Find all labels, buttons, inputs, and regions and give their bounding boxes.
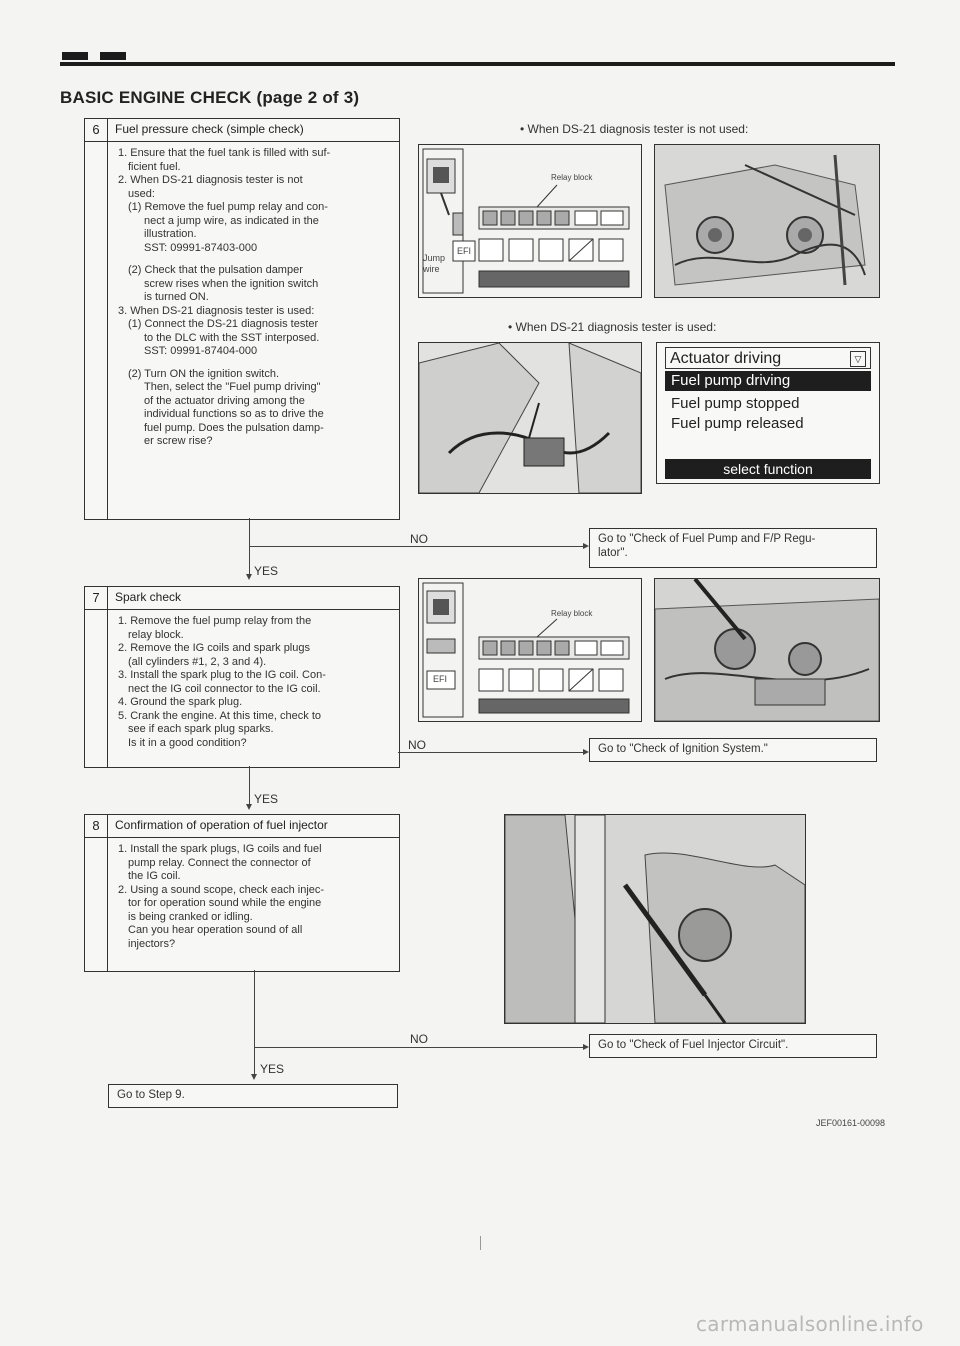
fold-mark bbox=[480, 1236, 481, 1250]
step-line: to the DLC with the SST interposed. bbox=[144, 331, 320, 344]
flow-line bbox=[254, 1047, 584, 1048]
step-line: screw rises when the ignition switch bbox=[144, 277, 319, 290]
menu-item[interactable]: Fuel pump released bbox=[671, 415, 804, 432]
no-label: NO bbox=[410, 1032, 428, 1046]
step-line: nect a jump wire, as indicated in the bbox=[144, 214, 319, 227]
site-watermark[interactable]: carmanualsonline.info bbox=[696, 1312, 924, 1336]
step-line: nect the IG coil connector to the IG coil. bbox=[128, 682, 321, 695]
relay-block-label: Relay block bbox=[551, 609, 593, 618]
flow-arrow bbox=[251, 1074, 257, 1080]
engine-photo bbox=[654, 578, 880, 722]
goto-text: Go to "Check of Fuel Injector Circuit". bbox=[598, 1039, 789, 1051]
step-line: (1) Connect the DS-21 diagnosis tester bbox=[128, 318, 319, 330]
step-line: of the actuator driving among the bbox=[144, 394, 305, 407]
no-label: NO bbox=[408, 738, 426, 752]
dlc-drawing bbox=[419, 343, 641, 493]
select-function-bar[interactable]: select function bbox=[665, 459, 871, 479]
figure-code: JEF00161-00098 bbox=[816, 1118, 886, 1128]
step-8-box bbox=[84, 814, 400, 972]
menu-title-bar bbox=[665, 347, 871, 369]
step-line: (2) Check that the pulsation damper bbox=[128, 264, 303, 276]
flow-arrow bbox=[246, 804, 252, 810]
figure-note: • When DS-21 diagnosis tester is not used: bbox=[520, 122, 749, 136]
jump-wire-label: wire bbox=[423, 264, 440, 274]
flow-line bbox=[249, 546, 584, 547]
step-line: 2. When DS-21 diagnosis tester is not bbox=[118, 174, 303, 186]
engine-drawing bbox=[655, 579, 879, 721]
goto-box bbox=[589, 528, 877, 568]
goto-text: lator". bbox=[598, 547, 628, 559]
step-line: relay block. bbox=[128, 628, 184, 641]
step-header bbox=[85, 587, 399, 610]
step-line: 1. Install the spark plugs, IG coils and fuel bbox=[118, 843, 322, 855]
step-body bbox=[107, 141, 399, 519]
step-line: Can you hear operation sound of all bbox=[128, 924, 303, 936]
header-mark bbox=[100, 52, 126, 60]
flow-line bbox=[254, 970, 255, 1076]
goto-step-9-box bbox=[108, 1084, 398, 1108]
menu-title: Actuator driving bbox=[670, 350, 782, 367]
menu-item-selected[interactable]: Fuel pump driving bbox=[665, 371, 871, 391]
dropdown-icon[interactable]: ▽ bbox=[850, 351, 866, 367]
step-header bbox=[85, 119, 399, 142]
step-title: Confirmation of operation of fuel injector bbox=[115, 818, 328, 832]
step-line: fuel pump. Does the pulsation damp- bbox=[144, 421, 324, 434]
relay-block-figure bbox=[418, 144, 642, 298]
step-line: SST: 09991-87403-000 bbox=[144, 241, 258, 254]
step-body bbox=[107, 609, 399, 767]
step-line: (2) Turn ON the ignition switch. bbox=[128, 367, 280, 380]
engine-drawing bbox=[655, 145, 879, 297]
step-line: used: bbox=[128, 187, 155, 200]
yes-label: YES bbox=[260, 1062, 285, 1076]
step-line: 5. Crank the engine. At this time, check to bbox=[118, 709, 321, 722]
step-line: injectors? bbox=[128, 937, 176, 950]
yes-label: YES bbox=[254, 792, 279, 806]
goto-text: Go to Step 9. bbox=[117, 1089, 185, 1101]
efi-label: EFI bbox=[457, 246, 472, 256]
step-6-box bbox=[84, 118, 400, 520]
step-7-box bbox=[84, 586, 400, 768]
step-line: individual functions so as to drive the bbox=[144, 408, 324, 420]
step-line: SST: 09991-87404-000 bbox=[144, 345, 258, 357]
no-label: NO bbox=[410, 532, 428, 546]
step-line: 2. Remove the IG coils and spark plugs bbox=[118, 642, 310, 654]
step-line: is turned ON. bbox=[144, 291, 209, 303]
yes-label: YES bbox=[254, 564, 279, 578]
step-line: illustration. bbox=[144, 228, 197, 240]
relay-block-figure bbox=[418, 578, 642, 722]
engine-photo bbox=[654, 144, 880, 298]
injector-photo bbox=[504, 814, 806, 1024]
step-number: 6 bbox=[85, 119, 108, 141]
relay-block-drawing bbox=[419, 579, 641, 721]
header-rule bbox=[60, 62, 895, 66]
goto-box bbox=[589, 738, 877, 762]
figure-note: • When DS-21 diagnosis tester is used: bbox=[508, 320, 717, 334]
page-title: BASIC ENGINE CHECK (page 2 of 3) bbox=[60, 88, 360, 107]
step-line: pump relay. Connect the connector of bbox=[128, 856, 311, 869]
step-line: 3. Install the spark plug to the IG coil. Con- bbox=[118, 669, 326, 681]
step-number: 8 bbox=[85, 815, 108, 837]
step-line: (1) Remove the fuel pump relay and con- bbox=[128, 201, 328, 213]
step-line: is being cranked or idling. bbox=[128, 910, 253, 923]
relay-block-drawing bbox=[419, 145, 641, 297]
step-line: 3. When DS-21 diagnosis tester is used: bbox=[118, 304, 315, 317]
step-title: Spark check bbox=[115, 590, 182, 604]
step-number: 7 bbox=[85, 587, 108, 609]
step-line: Is it in a good condition? bbox=[128, 736, 247, 749]
flow-line bbox=[398, 752, 584, 753]
step-line: the IG coil. bbox=[128, 870, 181, 882]
injector-drawing bbox=[505, 815, 805, 1023]
jump-wire-label: Jump bbox=[423, 253, 446, 263]
step-line: 4. Ground the spark plug. bbox=[118, 696, 243, 708]
tester-screen bbox=[656, 342, 880, 484]
step-header bbox=[85, 815, 399, 838]
flow-line bbox=[249, 518, 250, 576]
step-line: 1. Remove the fuel pump relay from the bbox=[118, 615, 312, 627]
efi-label: EFI bbox=[433, 674, 448, 684]
step-title: Fuel pressure check (simple check) bbox=[115, 122, 304, 136]
goto-text: Go to "Check of Ignition System." bbox=[598, 743, 768, 755]
flow-arrow bbox=[246, 574, 252, 580]
menu-item[interactable]: Fuel pump stopped bbox=[671, 395, 800, 412]
goto-box bbox=[589, 1034, 877, 1058]
goto-text: Go to "Check of Fuel Pump and F/P Regu- bbox=[598, 533, 816, 545]
step-line: 1. Ensure that the fuel tank is filled with suf- bbox=[118, 147, 331, 159]
step-body bbox=[107, 837, 399, 971]
relay-block-label: Relay block bbox=[551, 173, 593, 182]
step-line: (all cylinders #1, 2, 3 and 4). bbox=[128, 655, 267, 668]
step-line: ficient fuel. bbox=[128, 160, 181, 173]
dlc-photo bbox=[418, 342, 642, 494]
step-line: see if each spark plug sparks. bbox=[128, 723, 274, 735]
step-line: tor for operation sound while the engine bbox=[128, 897, 322, 909]
flow-line bbox=[249, 766, 250, 806]
header-mark bbox=[62, 52, 88, 60]
step-line: er screw rise? bbox=[144, 435, 213, 447]
step-line: 2. Using a sound scope, check each injec- bbox=[118, 883, 325, 896]
step-line: Then, select the "Fuel pump driving" bbox=[144, 381, 321, 393]
